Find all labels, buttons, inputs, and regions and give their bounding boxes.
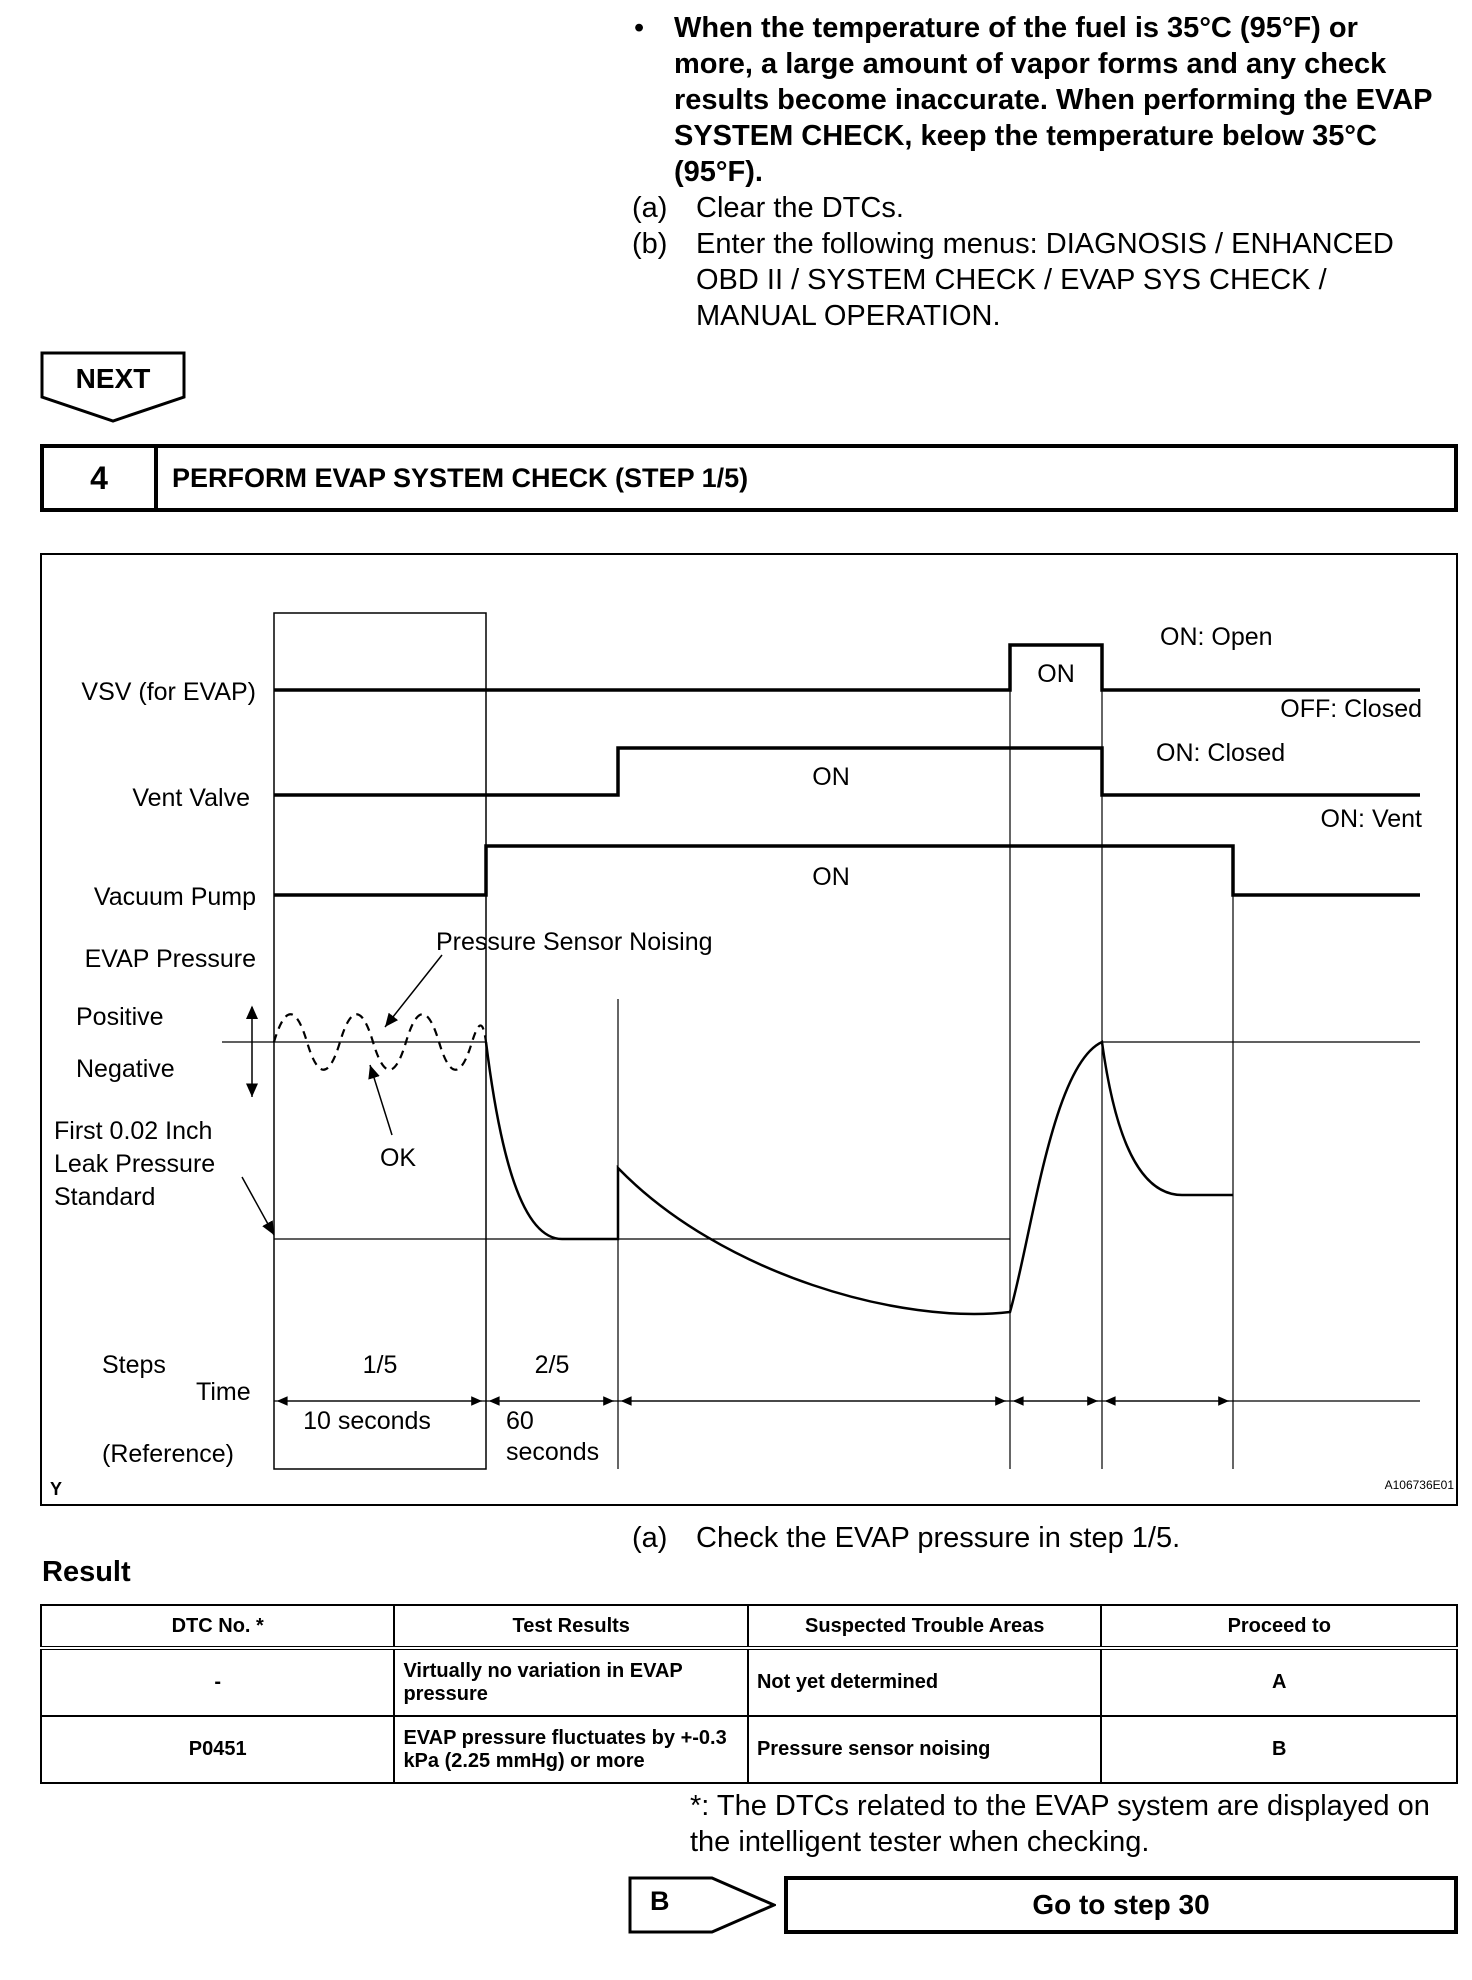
vsv-signal xyxy=(274,645,1420,690)
substep-a: (a) Clear the DTCs. xyxy=(632,192,904,224)
label-sixty: 60 xyxy=(506,1407,534,1435)
temperature-warning: When the temperature of the fuel is 35°C (95°F) or more, a large amount of vapor forms and any check results become inaccurate. When performing the EVAP SYSTEM CHECK, keep the temperature below 35°C (95°F). xyxy=(674,12,1432,188)
option-b-label: B xyxy=(650,1886,670,1916)
label-leak2: Leak Pressure xyxy=(54,1150,216,1178)
label-leak3: Standard xyxy=(54,1183,156,1211)
header-proceed: Proceed to xyxy=(1101,1605,1457,1648)
label-noising: Pressure Sensor Noising xyxy=(436,928,713,956)
table-row: P0451 EVAP pressure fluctuates by +-0.3 kPa (2.25 mmHg) or more Pressure sensor noising B xyxy=(41,1716,1457,1783)
table-row: - Virtually no variation in EVAP pressure Not yet determined A xyxy=(41,1648,1457,1716)
ok-leader xyxy=(370,1065,392,1135)
label-off-closed: OFF: Closed xyxy=(1280,695,1422,723)
label-vent-on: ON xyxy=(812,763,850,791)
label-ten-sec: 10 seconds xyxy=(303,1407,431,1435)
result-title: Result xyxy=(42,1556,131,1588)
precaution-note xyxy=(632,10,1432,334)
check-step: (a) Check the EVAP pressure in step 1/5. xyxy=(632,1522,1181,1554)
label-ok: OK xyxy=(379,1144,417,1172)
label-pump: Vacuum Pump xyxy=(93,883,256,911)
label-vsv: VSV (for EVAP) xyxy=(81,678,256,706)
reference-code: A106736E01 xyxy=(1384,1478,1454,1492)
label-on-closed: ON: Closed xyxy=(1156,739,1286,767)
next-arrow xyxy=(40,351,186,423)
noising-leader xyxy=(385,955,442,1027)
label-negative: Negative xyxy=(76,1055,175,1083)
result-table xyxy=(40,1604,1458,1784)
step1-box xyxy=(274,613,486,1469)
step-number: 4 xyxy=(44,448,158,508)
step-title: PERFORM EVAP SYSTEM CHECK (STEP 1/5) xyxy=(172,462,749,493)
label-on-vent: ON: Vent xyxy=(1320,805,1422,833)
next-label: NEXT xyxy=(75,363,151,394)
corner-mark: Y xyxy=(50,1479,63,1499)
option-b-arrow xyxy=(628,1876,776,1934)
label-pump-on: ON xyxy=(812,863,850,891)
header-dtc: DTC No. * xyxy=(41,1605,394,1648)
bullet-mark: • xyxy=(634,12,645,44)
evap-timing-diagram xyxy=(40,553,1458,1506)
label-positive: Positive xyxy=(76,1003,164,1031)
footnote: *: The DTCs related to the EVAP system are displayed on the intelligent tester when checking. xyxy=(690,1790,1430,1858)
substep-b: (b) Enter the following menus: DIAGNOSIS / ENHANCED OBD II / SYSTEM CHECK / EVAP SYS CHECK / MANUAL OPERATION. xyxy=(632,228,1394,332)
label-leak1: First 0.02 Inch xyxy=(54,1117,213,1145)
header-areas: Suspected Trouble Areas xyxy=(748,1605,1102,1648)
label-step2: 2/5 xyxy=(534,1351,570,1379)
header-results: Test Results xyxy=(394,1605,748,1648)
table-header-row xyxy=(41,1605,1457,1648)
label-vent: Vent Valve xyxy=(132,784,250,812)
goto-step-box: Go to step 30 xyxy=(784,1876,1458,1934)
label-reference: (Reference) xyxy=(102,1440,234,1468)
step-header xyxy=(40,444,1458,512)
label-on-open: ON: Open xyxy=(1160,623,1273,651)
label-pressure: EVAP Pressure xyxy=(84,945,256,973)
leak-leader xyxy=(242,1177,274,1235)
label-steps: Steps xyxy=(102,1351,166,1379)
evap-pressure-curve xyxy=(486,1042,1233,1314)
label-step1: 1/5 xyxy=(362,1351,398,1379)
label-time: Time xyxy=(196,1378,251,1406)
label-vsv-on: ON xyxy=(1037,660,1075,688)
label-seconds: seconds xyxy=(506,1438,600,1466)
